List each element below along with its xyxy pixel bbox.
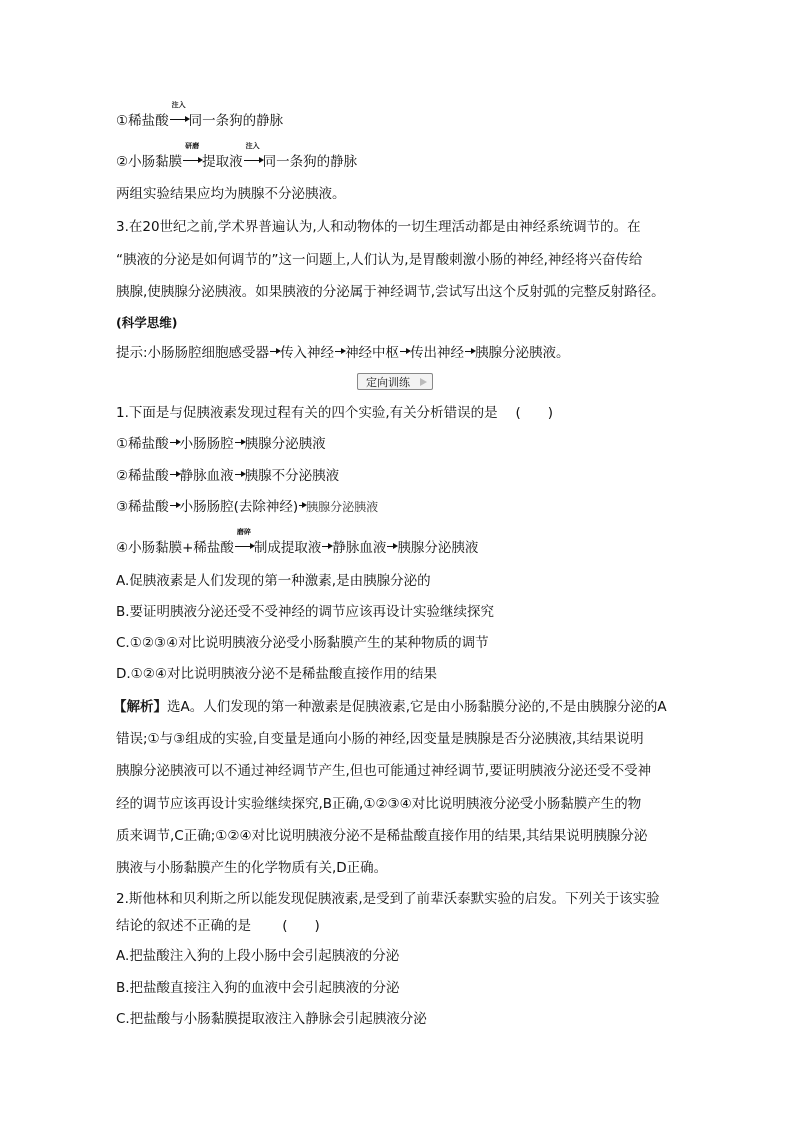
arrow-icon [335,351,344,352]
text: 胰腺不分泌胰液 [244,468,340,484]
text: ②小肠黏膜 [116,154,183,170]
arrow-label: 注入 [171,101,186,109]
text: ④小肠黏膜+稀盐酸 [116,540,234,556]
section-label-box [357,373,433,390]
text: ③稀盐酸 [116,499,169,515]
question-3-line: 3.在20世纪之前,学术界普遍认为,人和动物体的一切生理活动都是由神经系统调节的。在 [116,219,641,235]
hint-line [116,343,570,363]
text: 胰腺分泌胰液。 [475,345,570,361]
arrow-icon [322,546,331,547]
arrow-icon [270,351,279,352]
option-a: A.把盐酸注入狗的上段小肠中会引起胰液的分泌 [116,948,400,964]
text: 小肠肠腔(去除神经) [179,499,299,515]
section-label: 定向训练 [366,376,410,389]
arrow-icon [170,474,179,475]
text: 制成提取液 [253,540,322,556]
text: 静脉血液 [332,540,387,556]
text: ①稀盐酸 [116,113,169,129]
arrow-icon [170,505,179,506]
text: 提取液 [202,154,243,170]
analysis-line-4: 经的调节应该再设计实验继续探究,B正确,①②③④对比说明胰液分泌受小肠黏膜产生的物 [116,796,642,812]
analysis-line-2: 错误;①与③组成的实验,自变量是通向小肠的神经,因变量是胰腺是否分泌胰液,其结果说明 [116,731,644,747]
text: 静脉血液 [179,468,234,484]
text: 选A。人们发现的第一种激素是促胰液素,它是由小肠黏膜分泌的,不是由胰腺分泌的A [167,699,667,715]
text: ①稀盐酸 [116,436,169,452]
analysis-tag: 【解析】 [113,699,167,715]
option-c: C.①②③④对比说明胰液分泌受小肠黏膜产生的某种物质的调节 [116,635,489,651]
arrow-icon [400,351,409,352]
labeled-arrow [234,528,254,558]
text: 同一条狗的静脉 [262,154,358,170]
text: 胰腺分泌胰液 [306,500,379,514]
text: 胰腺分泌胰液 [397,540,479,556]
labeled-arrow [182,142,202,172]
experiment-2 [116,466,339,486]
analysis-line-1 [113,697,667,717]
paragraph-line: 胰腺,使胰腺分泌胰液。如果胰液的分泌属于神经调节,尝试写出这个反射弧的完整反射路径。 [116,284,665,300]
experiment-line-2 [116,142,358,172]
arrow-icon [387,546,396,547]
text: 提示:小肠肠腔细胞感受器 [116,345,270,361]
text: 同一条狗的静脉 [188,113,284,129]
experiment-3 [116,497,378,517]
experiment-1 [116,434,326,454]
play-triangle-icon [420,378,427,386]
option-c: C.把盐酸与小肠黏膜提取液注入静脉会引起胰液分泌 [116,1011,427,1027]
text: 神经中枢 [345,345,400,361]
question-2-stem-cont: 结论的叙述不正确的是 ( ) [116,918,320,934]
text: ②稀盐酸 [116,468,169,484]
experiment-4 [116,528,479,558]
analysis-line-5: 质来调节,C正确;①②④对比说明胰液分泌不是稀盐酸直接作用的结果,其结果说明胰腺分泌 [116,828,648,844]
text: 传入神经 [280,345,335,361]
paragraph-line: 两组实验结果应均为胰腺不分泌胰液。 [116,186,346,202]
option-a: A.促胰液素是人们发现的第一种激素,是由胰腺分泌的 [116,573,431,589]
arrow-icon [235,474,244,475]
experiment-line-1 [116,101,284,131]
analysis-line-6: 胰液与小肠黏膜产生的化学物质有关,D正确。 [116,860,388,876]
question-2-stem: 2.斯他林和贝利斯之所以能发现促胰液素,是受到了前辈沃泰默实验的启发。下列关于该实验 [116,891,660,907]
labeled-arrow [169,101,189,131]
arrow-label: 磨碎 [236,528,251,536]
arrow-icon [299,505,305,506]
question-1-stem: 1.下面是与促胰液素发现过程有关的四个实验,有关分析错误的是 ( ) [116,405,553,421]
option-b: B.把盐酸直接注入狗的血液中会引起胰液的分泌 [116,980,400,996]
arrow-icon [170,442,179,443]
analysis-line-3: 胰腺分泌胰液可以不通过神经调节产生,但也可能通过神经调节,要证明胰液分泌还受不受神 [116,763,652,779]
text: 胰腺分泌胰液 [244,436,326,452]
text: 小肠肠腔 [179,436,234,452]
arrow-icon [235,442,244,443]
option-d: D.①②④对比说明胰液分泌不是稀盐酸直接作用的结果 [116,666,437,682]
paragraph-line: “胰液的分泌是如何调节的”这一问题上,人们认为,是胃酸刺激小肠的神经,神经将兴奋传给 [116,252,643,268]
competency-tag: (科学思维) [116,315,178,330]
arrow-icon [465,351,474,352]
option-b: B.要证明胰液分泌还受不受神经的调节应该再设计实验继续探究 [116,604,495,620]
arrow-label: 注入 [245,142,260,150]
labeled-arrow [243,142,263,172]
text: 传出神经 [410,345,465,361]
arrow-label: 研磨 [185,142,200,150]
